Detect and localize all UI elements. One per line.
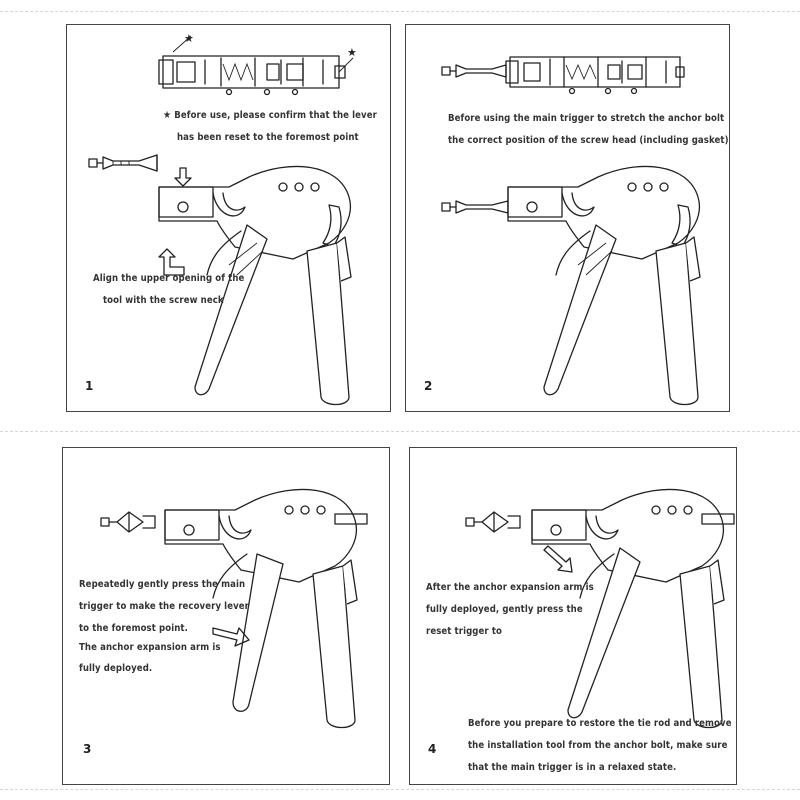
step-3-line5: fully deployed.	[79, 663, 153, 674]
step-4-number: 4	[428, 742, 437, 756]
step-4-line3: reset trigger to	[426, 626, 502, 637]
step-4-illustration	[410, 448, 738, 786]
step-3-line3: to the foremost point.	[79, 623, 188, 634]
rivet-tool-icon	[508, 166, 700, 404]
top-dashed-divider	[0, 11, 800, 12]
anchor-expanded-icon	[101, 512, 155, 532]
step-4-panel	[409, 447, 737, 785]
step-3-panel	[62, 447, 390, 785]
step-3-line2: trigger to make the recovery lever	[79, 601, 249, 612]
step-1-align-line1: Align the upper opening of the	[93, 273, 245, 284]
step-3-illustration	[63, 448, 391, 786]
down-right-arrow-icon	[544, 546, 572, 572]
anchor-bolt-icon	[442, 201, 508, 213]
step-2-panel	[405, 24, 730, 412]
step-4-bottom-line1: Before you prepare to restore the tie rod and remove	[468, 718, 732, 729]
step-1-number: 1	[85, 379, 94, 393]
step-1-illustration	[67, 25, 392, 413]
bottom-dashed-divider	[0, 789, 800, 790]
rivet-tool-icon	[159, 166, 351, 404]
tool-head-with-anchor-top-view	[442, 57, 684, 94]
step-1-star-note-line2: has been reset to the foremost point	[177, 132, 359, 143]
star-marker-left: ★	[184, 32, 194, 45]
anchor-expanded-icon	[466, 512, 520, 532]
star-bullet: ★	[163, 110, 172, 121]
step-4-line1: After the anchor expansion arm is	[426, 582, 594, 593]
step-1-align-line2: tool with the screw neck	[103, 295, 224, 306]
step-2-line1: Before using the main trigger to stretch the anchor bolt	[448, 113, 725, 124]
step-4-bottom-line3: that the main trigger is in a relaxed state.	[468, 762, 677, 773]
step-2-illustration	[406, 25, 731, 413]
star-marker-right: ★	[347, 46, 357, 59]
step-1-star-note-line1: Before use, please confirm that the lever	[174, 110, 377, 121]
step-3-line1: Repeatedly gently press the main	[79, 579, 246, 590]
down-arrow-icon	[175, 168, 191, 186]
step-4-line2: fully deployed, gently press the	[426, 604, 583, 615]
step-2-line2: the correct position of the screw head (including gasket)	[448, 135, 729, 146]
step-4-bottom-line2: the installation tool from the anchor bolt, make sure	[468, 740, 728, 751]
middle-dashed-divider	[0, 431, 800, 432]
step-1-panel	[66, 24, 391, 412]
step-3-line4: The anchor expansion arm is	[79, 642, 221, 653]
step-2-number: 2	[424, 379, 433, 393]
step-3-number: 3	[83, 742, 92, 756]
anchor-bolt-icon	[89, 155, 157, 171]
